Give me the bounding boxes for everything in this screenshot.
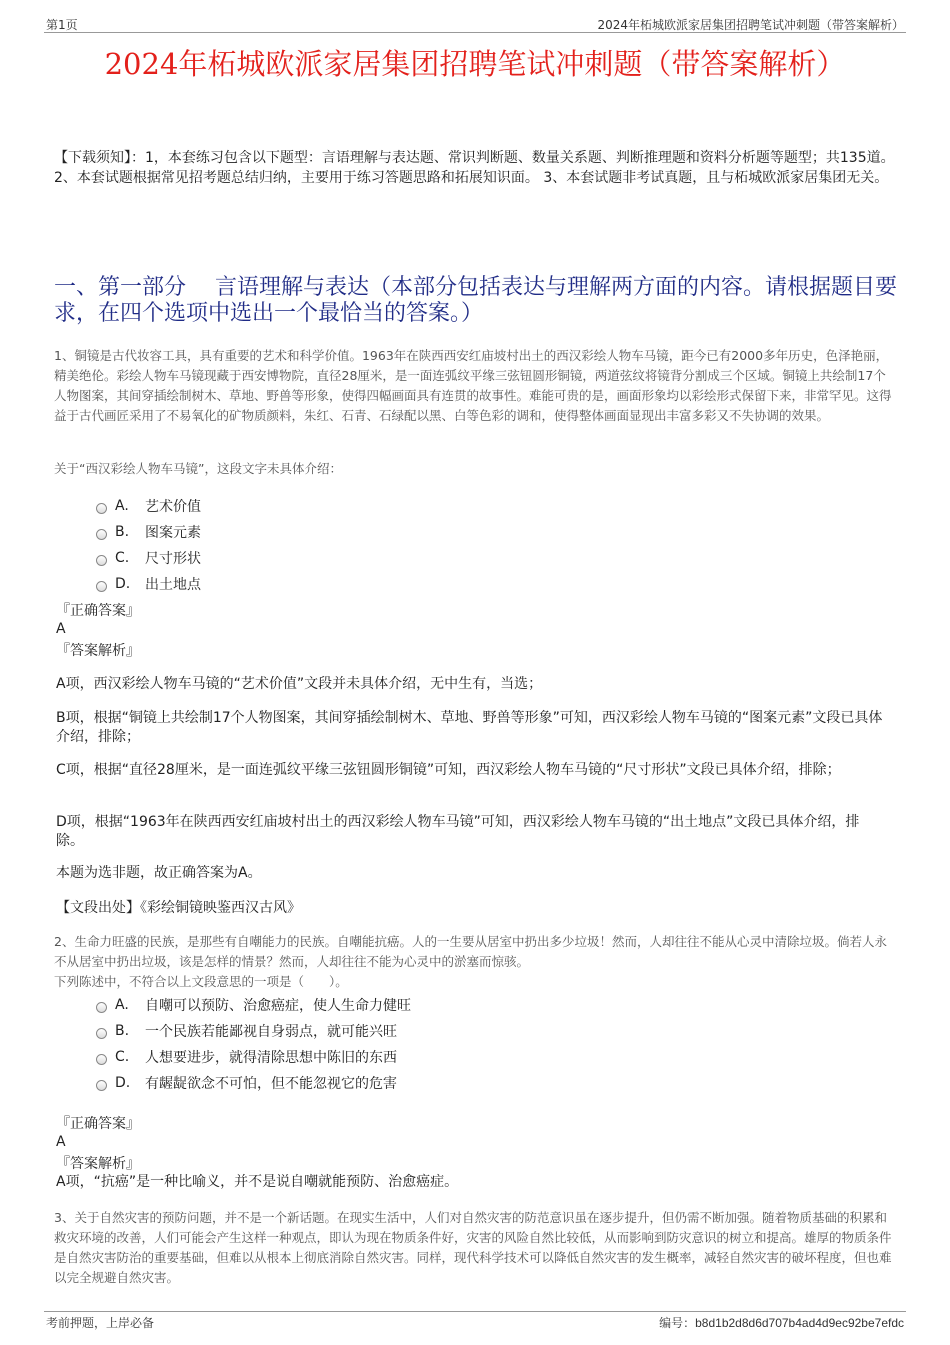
section-heading: 一、第一部分 言语理解与表达（本部分包括表达与理解两方面的内容。请根据题目要求，在四个选项中选出一个最恰当的答案。） [54,275,897,326]
code-value: b8d1b2d8d6d707b4ad4d9ec92be7efdc [695,1316,904,1330]
q1-analysis-c: C项，根据“直径28厘米，是一面连弧纹平缘三弦钮圆形铜镜”可知，西汉彩绘人物车马镜的“尺寸形状”文段已具体介绍，排除； [56,762,841,778]
q2-question: 下列陈述中，不符合以上文段意思的一项是（ ）。 [54,974,348,989]
option-text: 有龌龊欲念不可怕，但不能忽视它的危害 [145,1076,397,1092]
option-text: 出土地点 [145,577,201,593]
option-letter: B. [115,524,130,540]
q2-analysis: A项，“抗癌”是一种比喻义，并不是说自嘲就能预防、治愈癌症。 [56,1174,459,1190]
radio-icon[interactable] [96,1080,107,1091]
q1-analysis-a: A项，西汉彩绘人物车马镜的“艺术价值”文段并未具体介绍，无中生有，当选； [56,676,543,692]
option-text: 尺寸形状 [145,551,201,567]
q2-answer: A [56,1134,66,1150]
option-text: 自嘲可以预防、治愈癌症，使人生命力健旺 [145,998,411,1014]
q1-option-b[interactable] [96,522,201,542]
option-text: 一个民族若能鄙视自身弱点，就可能兴旺 [145,1024,397,1040]
radio-icon[interactable] [96,1054,107,1065]
q1-analysis-d: D项，根据“1963年在陕西西安红庙坡村出土的西汉彩绘人物车马镜”可知，西汉彩绘人物车马镜的“出土地点”文段已具体介绍，排除。 [56,814,860,849]
radio-icon[interactable] [96,1002,107,1013]
option-text: 人想要进步，就得清除思想中陈旧的东西 [145,1050,397,1066]
q1-answer: A [56,621,66,637]
footer-slogan: 考前押题，上岸必备 [46,1316,155,1330]
header-divider [44,32,906,33]
q2-option-b[interactable] [96,1021,397,1041]
option-letter: C. [115,550,130,566]
q1-conclusion: 本题为选非题，故正确答案为A。 [56,865,262,881]
q2-option-d[interactable] [96,1073,397,1093]
option-letter: D. [115,576,131,592]
radio-icon[interactable] [96,1028,107,1039]
option-letter: B. [115,1023,130,1039]
q1-passage: 1、铜镜是古代妆容工具，具有重要的艺术和科学价值。1963年在陕西西安红庙坡村出土的西汉彩绘人物车马镜，距今已有2000多年历史，色泽艳丽，精美绝伦。彩绘人物车马镜现藏于西安博物院，直径28厘米，是一面连弧纹平缘三弦钮圆形铜镜，两道弦纹将镜背分割成三个区域。铜镜上共绘制17个人物图案，其间穿插绘制树木、草地、野兽等形象，使得四幅画面具有连贯的故事性。难能可贵的是，画面形象均以彩绘形式保留下来，非常罕见。这得益于古代画匠采用了不易氧化的矿物质颜料，朱红、石青、石绿配以黑、白等色彩的调和，使得整体画面显现出丰富多彩又不失协调的效果。 [54,348,892,423]
radio-icon[interactable] [96,529,107,540]
q2-passage: 2、生命力旺盛的民族，是那些有自嘲能力的民族。自嘲能抗癌。人的一生要从居室中扔出多少垃圾！然而，人却往往不能从心灵中清除垃圾。倘若人永不从居室中扔出垃圾，该是怎样的情景？然而，人却往往不能为心灵中的淤塞而惊骇。 [54,934,887,969]
page-number: 第1页 [46,18,78,32]
option-text: 艺术价值 [145,499,201,515]
option-letter: C. [115,1049,130,1065]
q1-question: 关于“西汉彩绘人物车马镜”，这段文字未具体介绍： [54,461,342,476]
q3-passage: 3、关于自然灾害的预防问题，并不是一个新话题。在现实生活中，人们对自然灾害的防范意识虽在逐步提升，但仍需不断加强。随着物质基础的积累和救灾环境的改善，人们可能会产生这样一种观点，即认为现在物质条件好，灾害的风险自然比较低，从而影响到防灾意识的树立和提高。雄厚的物质条件是自然灾害防治的重要基础，但难以从根本上彻底消除自然灾害。同样，现代科学技术可以降低自然灾害的发生概率，减轻自然灾害的破坏程度，但也难以完全规避自然灾害。 [54,1210,892,1285]
q1-option-d[interactable] [96,574,201,594]
q2-answer-label: 『正确答案』 [56,1116,140,1132]
q2-option-a[interactable] [96,995,411,1015]
footer-code [659,1314,904,1331]
q1-option-c[interactable] [96,548,201,568]
q1-option-a[interactable] [96,496,201,516]
option-letter: A. [115,997,129,1013]
radio-icon[interactable] [96,503,107,514]
option-letter: A. [115,498,129,514]
code-label: 编号： [659,1316,696,1330]
q1-analysis-label: 『答案解析』 [56,643,140,659]
q2-analysis-label: 『答案解析』 [56,1156,140,1172]
radio-icon[interactable] [96,555,107,566]
q1-answer-label: 『正确答案』 [56,603,140,619]
download-notice: 【下载须知】：1，本套练习包含以下题型：言语理解与表达题、常识判断题、数量关系题、判断推理题和资料分析题等题型；共135道。2、本套试题根据常见招考题总结归纳，主要用于练习答题思路和拓展知识面。 3、本套试题非考试真题，且与柘城欧派家居集团无关。 [54,150,895,186]
q1-source: 【文段出处】《彩绘铜镜映鉴西汉古风》 [56,900,301,916]
q1-analysis-b: B项，根据“铜镜上共绘制17个人物图案，其间穿插绘制树木、草地、野兽等形象”可知，西汉彩绘人物车马镜的“图案元素”文段已具体介绍，排除； [56,710,883,745]
option-letter: D. [115,1075,131,1091]
radio-icon[interactable] [96,581,107,592]
q2-option-c[interactable] [96,1047,397,1067]
document-title: 2024年柘城欧派家居集团招聘笔试冲刺题（带答案解析） [104,47,846,81]
footer-divider [44,1311,906,1312]
option-text: 图案元素 [145,525,201,541]
header-doc-title: 2024年柘城欧派家居集团招聘笔试冲刺题（带答案解析） [597,18,904,32]
